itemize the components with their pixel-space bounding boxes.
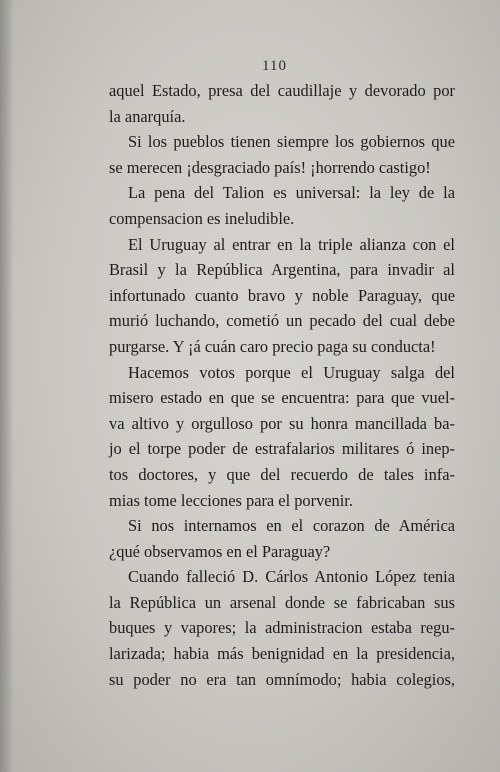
text-line: compensacion es ineludible. [109, 208, 295, 228]
text-line: la anarquía. [109, 106, 186, 126]
text-line: La pena del Talion es universal: la ley de la [128, 183, 455, 203]
text-line: se merecen ¡desgraciado país! ¡horrendo castigo! [109, 157, 431, 177]
text-line: misero estado en que se encuentra: para que vuel- [109, 388, 455, 408]
text-line: infortunado cuanto bravo y noble Paraguay, que [109, 285, 455, 305]
text-line: aquel Estado, presa del caudillaje y devorado por [109, 81, 455, 100]
text-line: Cuando falleció D. Cárlos Antonio López tenia [128, 567, 455, 587]
text-line: tos doctores, y que del recuerdo de tales infa- [109, 464, 455, 484]
text-line: va altivo y orgulloso por su honra mancillada ba- [109, 413, 455, 433]
text-line: jo el torpe poder de estrafalarios militares ó inep- [109, 439, 455, 459]
page-number: 110 [262, 58, 287, 74]
text-line: murió luchando, cometió un pecado del cual debe [109, 311, 455, 331]
text-line: Si nos internamos en el corazon de América [128, 516, 455, 536]
text-line: Hacemos votos porque el Uruguay salga del [128, 362, 455, 382]
body-text [109, 78, 455, 692]
text-line: Si los pueblos tienen siempre los gobiernos que [128, 132, 455, 152]
text-line: mias tome lecciones para el porvenir. [109, 490, 353, 510]
text-line: purgarse. Y ¡á cuán caro precio paga su conducta! [109, 336, 436, 356]
text-line: El Uruguay al entrar en la triple alianza con el [128, 234, 455, 254]
text-line: ¿qué observamos en el Paraguay? [109, 541, 331, 561]
text-line: la República un arsenal donde se fabricaban sus [109, 592, 455, 612]
text-line: buques y vapores; la administracion estaba regu- [109, 618, 455, 638]
text-line: larizada; habia más benignidad en la presidencia, [109, 644, 455, 664]
page-spine-shadow [0, 0, 14, 772]
text-line: Brasil y la República Argentina, para invadir al [109, 260, 455, 280]
text-line: su poder no era tan omnímodo; habia colegios, [109, 669, 455, 689]
